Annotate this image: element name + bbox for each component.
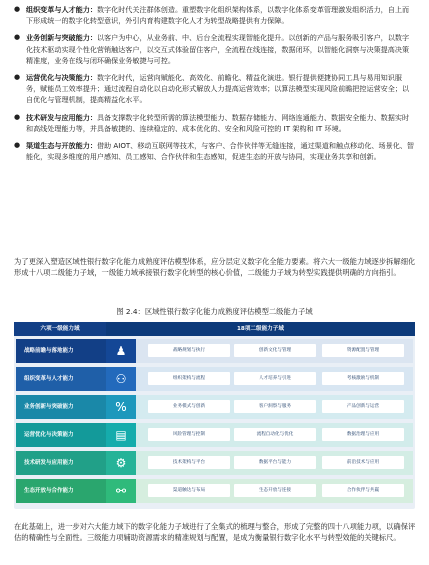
- bullet-body: 数字化时代关注群体创造。重塑数字化组织架构体系，以数字化体系变革管理激发组织活力，自上而下形成统一的数字化转型意识，外引内育构建数字化人才为转型战略提供有力保障。: [26, 5, 410, 26]
- bullet-heading: 组织变革与人才能力：: [26, 5, 97, 14]
- subdomain-cell: 考核激励与机制: [322, 372, 404, 385]
- subdomain-cell: 前沿技术与应用: [322, 456, 404, 469]
- figure-title: 图 2.4：区域性银行数字化能力成熟度评估模型二级能力子域: [116, 307, 313, 316]
- ecosystem-icon: ⚯: [106, 479, 136, 503]
- bullet-body: 数字化时代，运营向赋能化、高效化、前瞻化、精益化演进。银行提供便捷协同工具与易用知识服务，赋能员工效率提升；通过流程自动化以自动化形式解放人力提高运营效率；以算法模型实现风险前瞻把控运营安全；以自优化与管理机制，提高精益化水平。: [26, 73, 410, 105]
- domain-row: [16, 451, 413, 475]
- subdomain-cell: 生态开放与连接: [234, 484, 316, 497]
- subdomain-cell: 产品创新与运营: [322, 400, 404, 413]
- domain-row: [16, 479, 413, 503]
- domain-label: 业务创新与突破能力: [16, 395, 106, 419]
- domain-row: [16, 367, 413, 391]
- capability-bullet-list: [14, 4, 414, 168]
- subdomain-band: [136, 451, 413, 475]
- subdomain-cell: 创新文化与管理: [234, 344, 316, 357]
- bullet-item-operations: [14, 72, 414, 106]
- subdomain-cell: 流程自动化与优化: [234, 428, 316, 441]
- bullet-dot-icon: ●: [14, 73, 21, 82]
- subdomain-band: [136, 367, 413, 391]
- subdomain-cell: 业务模式与创新: [148, 400, 230, 413]
- bullet-item-technology: [14, 112, 414, 134]
- bullet-body: 借助 AIOT、移动互联网等技术，与客户、合作伙伴等无缝连接，通过渠道和触点移动化、场景化、智能化，实现多维度的用户感知、员工感知、合作伙伴和生态感知，促进生态的开放与协同，实现业务共享和创新。: [26, 141, 414, 162]
- percent-icon: %: [106, 395, 136, 419]
- domain-row: [16, 339, 413, 363]
- subdomain-cell: 风险管理与控制: [148, 428, 230, 441]
- closing-paragraph: 在此基础上，进一步对六大能力域下的数字化能力子域进行了全集式的梳理与整合，形成了完整的四十八项能力项，以确保评估的精确性与全面性。三级能力项辅助资源需求的精准规划与配置，是成为衡量银行数字化水平与转型效能的关键标尺。: [14, 522, 416, 543]
- intro-paragraph: 为了更深入塑造区域性银行数字化能力成熟度评估模型体系，应分层定义数字化全能力要素。将六大一级能力域逐步拆解细化形成十八项二级能力子域，一级能力域承接银行数字化转型的核心价值，二级能力子域为转型实践提供明确的方向指引。: [14, 257, 416, 278]
- bullet-dot-icon: ●: [14, 141, 21, 150]
- domain-label: 运营优化与决策能力: [16, 423, 106, 447]
- figure-header: [14, 322, 415, 336]
- subdomain-cell: 技术架构与平台: [148, 456, 230, 469]
- capability-model-figure: [14, 322, 415, 509]
- subdomain-cell: 数据平台与能力: [234, 456, 316, 469]
- domain-row: [16, 395, 413, 419]
- header-primary-domains: 六项一级能力域: [14, 322, 106, 336]
- subdomain-cell: 数据治理与应用: [322, 428, 404, 441]
- subdomain-cell: 人才培养与引进: [234, 372, 316, 385]
- subdomain-cell: 渠道触达与布局: [148, 484, 230, 497]
- bullet-heading: 渠道生态与开放能力：: [26, 141, 97, 151]
- header-secondary-subdomains: 18项二级能力子域: [237, 326, 284, 332]
- bullet-heading: 运营优化与决策能力：: [26, 73, 97, 83]
- strategy-icon: ♟: [106, 339, 136, 363]
- bullet-dot-icon: ●: [14, 112, 21, 121]
- subdomain-band: [136, 423, 413, 447]
- subdomain-cell: 客户洞察与服务: [234, 400, 316, 413]
- domain-row: [16, 423, 413, 447]
- bullet-dot-icon: ●: [14, 5, 21, 13]
- chart-icon: ▤: [106, 423, 136, 447]
- subdomain-cell: 资源配置与管理: [322, 344, 404, 357]
- chip-icon: ⚙: [106, 451, 136, 475]
- subdomain-band: [136, 339, 413, 363]
- subdomain-cell: 合作伙伴与共赢: [322, 484, 404, 497]
- domain-label: 生态开放与合作能力: [16, 479, 106, 503]
- bullet-item-business: [14, 32, 414, 66]
- bullet-dot-icon: ●: [14, 33, 21, 42]
- team-icon: ⚇: [106, 367, 136, 391]
- bullet-item-ecosystem: [14, 140, 414, 162]
- subdomain-band: [136, 395, 413, 419]
- subdomain-cell: 战略规划与执行: [148, 344, 230, 357]
- bullet-heading: 技术研发与应用能力：: [26, 112, 97, 122]
- bullet-item-org: [14, 4, 414, 26]
- bullet-body: 具备支撑数字化转型所需的算法模型能力、数据存储能力、网络连通能力、数据安全能力、数据实时和高线处理能力等，并具备敏捷的、连续稳定的、成本优化的、安全和风险可控的 IT 架构和 IT 环境。: [26, 112, 410, 133]
- domain-label: 技术研发与应用能力: [16, 451, 106, 475]
- subdomain-cell: 组织架构与流程: [148, 372, 230, 385]
- subdomain-band: [136, 479, 413, 503]
- domain-label: 战略前瞻与落地能力: [16, 339, 106, 363]
- bullet-heading: 业务创新与突破能力：: [26, 33, 97, 43]
- domain-label: 组织变革与人才能力: [16, 367, 106, 391]
- bullet-body: 以客户为中心，从业务前、中、后台全流程实现智能化提升。以创新的产品与服务吸引客户，以数字化技术驱动实现个性化营销触达客户，以交互式体验留住客户，全流程在线连接，数据闭环，以智能化洞察与决策提高决策精准度，业务在线与闭环确保业务敏捷与可控。: [26, 33, 410, 65]
